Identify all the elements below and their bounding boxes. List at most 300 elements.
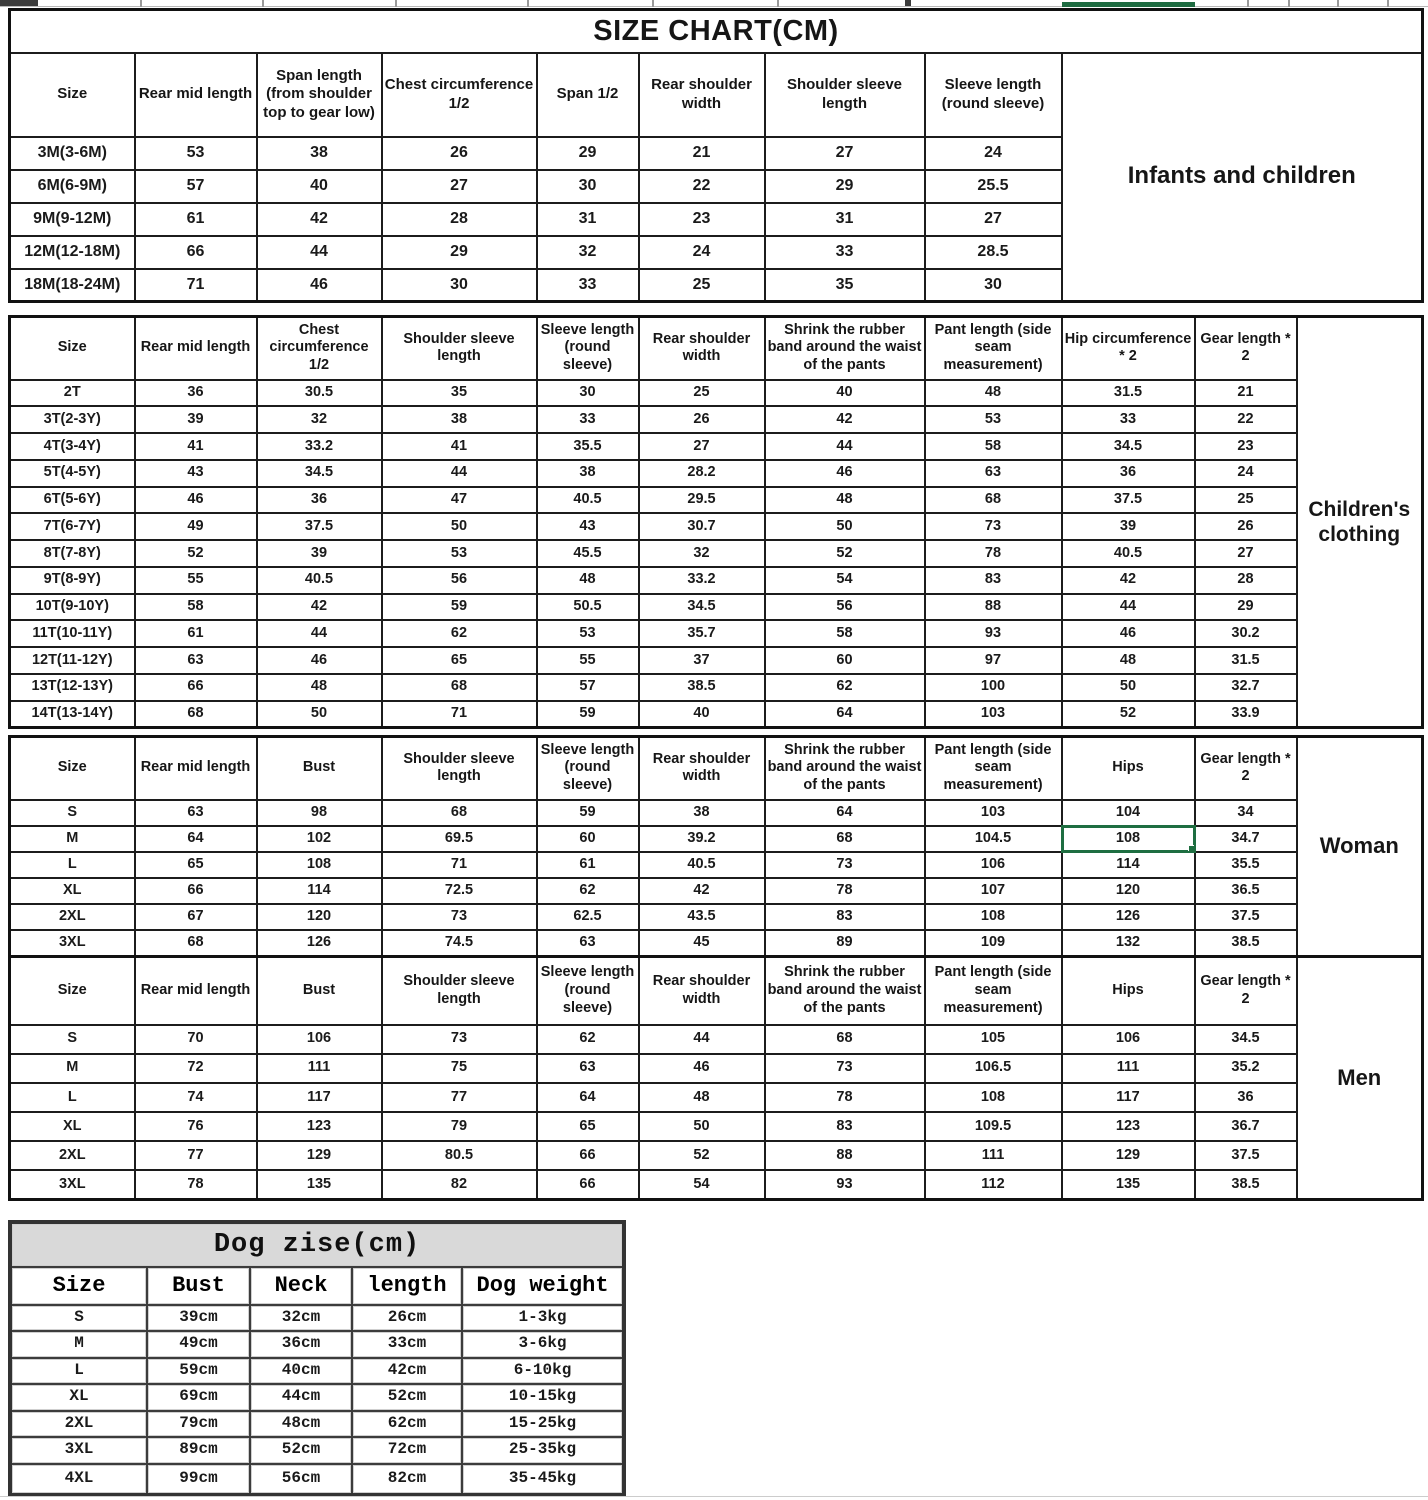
value-cell: 48 (537, 567, 639, 594)
value-cell: 68 (382, 674, 537, 701)
column-header: Bust (257, 957, 382, 1025)
value-cell: 40cm (250, 1358, 352, 1385)
value-cell: 29.5 (639, 487, 765, 514)
value-cell: 75 (382, 1054, 537, 1083)
value-cell: 78 (135, 1170, 257, 1199)
value-cell: 21 (639, 137, 765, 170)
gridline-tick (1288, 0, 1290, 7)
value-cell: 23 (639, 203, 765, 236)
value-cell: 25.5 (925, 170, 1062, 203)
value-cell: 111 (257, 1054, 382, 1083)
value-cell: 62 (537, 1025, 639, 1054)
value-cell: 73 (765, 852, 925, 878)
value-cell: 56 (382, 567, 537, 594)
table-row (10, 620, 1423, 647)
value-cell: 27 (765, 137, 925, 170)
value-cell: 66 (135, 674, 257, 701)
size-cell: 3XL (10, 930, 135, 956)
value-cell: 135 (1062, 1170, 1195, 1199)
size-cell: L (10, 1358, 147, 1385)
value-cell: 108 (257, 852, 382, 878)
table-row (10, 904, 1423, 930)
value-cell: 126 (1062, 904, 1195, 930)
gridline-tick (527, 0, 529, 7)
category-label: Children's clothing (1297, 317, 1423, 728)
table-row (10, 1411, 624, 1438)
size-cell: 8T(7-8Y) (10, 540, 135, 567)
value-cell: 25 (639, 380, 765, 407)
size-cell: 2XL (10, 904, 135, 930)
value-cell: 66 (135, 236, 257, 269)
value-cell: 65 (382, 647, 537, 674)
value-cell: 50 (1062, 674, 1195, 701)
size-cell: 14T(13-14Y) (10, 701, 135, 728)
gridline-tick (777, 0, 779, 7)
value-cell: 29 (1195, 594, 1297, 621)
column-header: Shoulder sleeve length (765, 53, 925, 137)
value-cell: 30 (537, 380, 639, 407)
value-cell: 27 (1195, 540, 1297, 567)
gridline-tick (0, 0, 38, 6)
value-cell: 57 (135, 170, 257, 203)
value-cell: 52cm (250, 1437, 352, 1464)
table-row (10, 513, 1423, 540)
value-cell: 33 (1062, 406, 1195, 433)
value-cell: 32 (257, 406, 382, 433)
value-cell: 48 (639, 1083, 765, 1112)
value-cell: 29 (537, 137, 639, 170)
value-cell: 68 (135, 701, 257, 728)
column-header: Shrink the rubber band around the waist of the pants (765, 957, 925, 1025)
table-row (10, 1112, 1423, 1141)
value-cell: 61 (537, 852, 639, 878)
column-header: Size (10, 957, 135, 1025)
value-cell: 104 (1062, 800, 1195, 826)
value-cell: 50 (639, 1112, 765, 1141)
value-cell: 49 (135, 513, 257, 540)
value-cell: 71 (135, 269, 257, 302)
value-cell: 108 (925, 904, 1062, 930)
value-cell: 35-45kg (462, 1464, 624, 1496)
table-row (10, 701, 1423, 728)
table-row (10, 826, 1423, 852)
value-cell: 44 (765, 433, 925, 460)
value-cell: 52 (135, 540, 257, 567)
value-cell: 89 (765, 930, 925, 956)
value-cell: 106 (925, 852, 1062, 878)
column-header: Span length (from shoulder top to gear low) (257, 53, 382, 137)
value-cell: 50 (382, 513, 537, 540)
value-cell: 33.2 (639, 567, 765, 594)
size-cell: L (10, 852, 135, 878)
column-header: Dog weight (462, 1267, 624, 1305)
table-row (10, 1358, 624, 1385)
value-cell: 33 (537, 406, 639, 433)
column-header: Rear shoulder width (639, 53, 765, 137)
value-cell: 28 (382, 203, 537, 236)
value-cell: 35.5 (537, 433, 639, 460)
value-cell: 117 (1062, 1083, 1195, 1112)
value-cell: 52cm (352, 1384, 462, 1411)
value-cell: 120 (257, 904, 382, 930)
value-cell: 73 (925, 513, 1062, 540)
table-row (10, 878, 1423, 904)
value-cell: 63 (925, 460, 1062, 487)
value-cell: 62.5 (537, 904, 639, 930)
value-cell: 59 (537, 800, 639, 826)
dog-table-title: Dog zise(cm) (10, 1222, 624, 1267)
value-cell: 46 (765, 460, 925, 487)
value-cell: 33cm (352, 1331, 462, 1358)
value-cell: 53 (925, 406, 1062, 433)
value-cell: 123 (1062, 1112, 1195, 1141)
value-cell: 36 (135, 380, 257, 407)
value-cell: 28.5 (925, 236, 1062, 269)
value-cell: 10-15kg (462, 1384, 624, 1411)
value-cell: 42 (639, 878, 765, 904)
value-cell: 6-10kg (462, 1358, 624, 1385)
size-cell: 11T(10-11Y) (10, 620, 135, 647)
value-cell: 44 (257, 236, 382, 269)
value-cell: 71 (382, 701, 537, 728)
value-cell: 63 (135, 647, 257, 674)
size-cell: 18M(18-24M) (10, 269, 135, 302)
value-cell: 114 (1062, 852, 1195, 878)
value-cell: 106 (1062, 1025, 1195, 1054)
value-cell: 48 (765, 487, 925, 514)
column-header: Rear shoulder width (639, 957, 765, 1025)
value-cell: 33.9 (1195, 701, 1297, 728)
value-cell: 1-3kg (462, 1305, 624, 1331)
value-cell: 78 (765, 878, 925, 904)
column-header: Size (10, 53, 135, 137)
value-cell: 77 (135, 1141, 257, 1170)
table-row (10, 433, 1423, 460)
value-cell: 34.7 (1195, 826, 1297, 852)
column-header: Chest circumference 1/2 (257, 317, 382, 380)
table-row (10, 1054, 1423, 1083)
value-cell: 48 (257, 674, 382, 701)
excel-gridline-strip (0, 0, 1428, 8)
value-cell: 40 (765, 380, 925, 407)
column-header: Size (10, 1267, 147, 1305)
column-header: length (352, 1267, 462, 1305)
column-header: Shrink the rubber band around the waist of the pants (765, 737, 925, 800)
column-header: Rear mid length (135, 317, 257, 380)
value-cell: 97 (925, 647, 1062, 674)
value-cell: 69cm (147, 1384, 250, 1411)
value-cell: 39 (135, 406, 257, 433)
value-cell: 35 (382, 380, 537, 407)
column-header: Rear mid length (135, 737, 257, 800)
table-row (10, 1170, 1423, 1199)
column-header: Shoulder sleeve length (382, 957, 537, 1025)
size-cell: 4XL (10, 1464, 147, 1496)
value-cell: 52 (765, 540, 925, 567)
value-cell: 44cm (250, 1384, 352, 1411)
table-row (10, 674, 1423, 701)
table-row (10, 930, 1423, 956)
value-cell: 104.5 (925, 826, 1062, 852)
value-cell: 55 (537, 647, 639, 674)
value-cell: 80.5 (382, 1141, 537, 1170)
value-cell: 25-35kg (462, 1437, 624, 1464)
value-cell: 32 (537, 236, 639, 269)
value-cell: 42cm (352, 1358, 462, 1385)
column-header: Bust (147, 1267, 250, 1305)
column-header: Shoulder sleeve length (382, 737, 537, 800)
value-cell: 56 (765, 594, 925, 621)
column-header: Bust (257, 737, 382, 800)
table-row (10, 594, 1423, 621)
size-cell: XL (10, 1112, 135, 1141)
value-cell: 22 (639, 170, 765, 203)
value-cell: 58 (135, 594, 257, 621)
value-cell: 105 (925, 1025, 1062, 1054)
size-cell: M (10, 1331, 147, 1358)
value-cell: 72cm (352, 1437, 462, 1464)
value-cell: 25 (1195, 487, 1297, 514)
value-cell: 120 (1062, 878, 1195, 904)
value-cell: 35.7 (639, 620, 765, 647)
value-cell: 40.5 (257, 567, 382, 594)
value-cell: 35.2 (1195, 1054, 1297, 1083)
value-cell: 112 (925, 1170, 1062, 1199)
value-cell: 52 (639, 1141, 765, 1170)
value-cell: 30 (537, 170, 639, 203)
column-header: Shrink the rubber band around the waist of the pants (765, 317, 925, 380)
value-cell: 42 (1062, 567, 1195, 594)
gridline-tick (140, 0, 142, 7)
woman-size-table (8, 735, 1424, 958)
value-cell: 29 (382, 236, 537, 269)
value-cell: 65 (537, 1112, 639, 1141)
value-cell: 83 (765, 1112, 925, 1141)
size-cell: S (10, 1305, 147, 1331)
value-cell: 82cm (352, 1464, 462, 1496)
value-cell: 34.5 (1195, 1025, 1297, 1054)
size-cell: 3T(2-3Y) (10, 406, 135, 433)
value-cell: 114 (257, 878, 382, 904)
value-cell: 30.2 (1195, 620, 1297, 647)
value-cell: 30 (382, 269, 537, 302)
value-cell: 39.2 (639, 826, 765, 852)
value-cell: 74 (135, 1083, 257, 1112)
gridline-tick (652, 0, 654, 7)
table-row (10, 1437, 624, 1464)
value-cell: 3-6kg (462, 1331, 624, 1358)
value-cell: 68 (765, 826, 925, 852)
column-header: Sleeve length (round sleeve) (537, 737, 639, 800)
category-label: Infants and children (1062, 53, 1423, 302)
value-cell: 38 (639, 800, 765, 826)
value-cell: 70 (135, 1025, 257, 1054)
gridline (0, 1496, 1428, 1497)
value-cell: 37.5 (1062, 487, 1195, 514)
table-row (10, 1384, 624, 1411)
value-cell: 28.2 (639, 460, 765, 487)
value-cell: 21 (1195, 380, 1297, 407)
table-row (10, 1464, 624, 1496)
value-cell: 46 (257, 269, 382, 302)
value-cell: 37.5 (1195, 1141, 1297, 1170)
value-cell: 31 (537, 203, 639, 236)
size-cell: M (10, 1054, 135, 1083)
value-cell: 77 (382, 1083, 537, 1112)
value-cell: 83 (765, 904, 925, 930)
value-cell: 78 (765, 1083, 925, 1112)
value-cell: 73 (765, 1054, 925, 1083)
column-header: Neck (250, 1267, 352, 1305)
value-cell: 15-25kg (462, 1411, 624, 1438)
table-row (10, 800, 1423, 826)
value-cell: 38.5 (1195, 930, 1297, 956)
value-cell: 64 (765, 800, 925, 826)
value-cell: 74.5 (382, 930, 537, 956)
value-cell: 44 (257, 620, 382, 647)
column-header: Gear length * 2 (1195, 317, 1297, 380)
value-cell: 32.7 (1195, 674, 1297, 701)
value-cell: 50 (257, 701, 382, 728)
size-cell: L (10, 1083, 135, 1112)
column-header: Sleeve length (round sleeve) (537, 957, 639, 1025)
column-header: Chest circumference 1/2 (382, 53, 537, 137)
value-cell: 63 (537, 1054, 639, 1083)
value-cell: 68 (135, 930, 257, 956)
value-cell: 22 (1195, 406, 1297, 433)
table-row (10, 380, 1423, 407)
value-cell: 36 (1195, 1083, 1297, 1112)
category-label: Men (1297, 957, 1423, 1200)
value-cell: 43 (537, 513, 639, 540)
value-cell: 63 (135, 800, 257, 826)
value-cell: 36.7 (1195, 1112, 1297, 1141)
value-cell: 57 (537, 674, 639, 701)
size-cell: 2T (10, 380, 135, 407)
value-cell: 63 (537, 930, 639, 956)
value-cell: 64 (765, 701, 925, 728)
value-cell: 46 (135, 487, 257, 514)
value-cell: 106 (257, 1025, 382, 1054)
value-cell: 31.5 (1195, 647, 1297, 674)
infants-size-table (8, 8, 1424, 303)
value-cell: 31.5 (1062, 380, 1195, 407)
size-cell: 7T(6-7Y) (10, 513, 135, 540)
value-cell: 36 (257, 487, 382, 514)
value-cell: 66 (537, 1141, 639, 1170)
value-cell: 50.5 (537, 594, 639, 621)
size-cell: 9M(9-12M) (10, 203, 135, 236)
value-cell: 62 (537, 878, 639, 904)
column-header: Rear mid length (135, 53, 257, 137)
value-cell: 99cm (147, 1464, 250, 1496)
value-cell: 123 (257, 1112, 382, 1141)
infants-table-title: SIZE CHART(CM) (10, 10, 1423, 53)
gridline-tick (905, 0, 911, 6)
value-cell: 54 (765, 567, 925, 594)
size-cell: 3XL (10, 1437, 147, 1464)
value-cell: 39cm (147, 1305, 250, 1331)
value-cell: 129 (1062, 1141, 1195, 1170)
value-cell: 28 (1195, 567, 1297, 594)
size-cell: 12T(11-12Y) (10, 647, 135, 674)
value-cell: 68 (925, 487, 1062, 514)
value-cell: 46 (1062, 620, 1195, 647)
value-cell: 71 (382, 852, 537, 878)
size-cell: XL (10, 1384, 147, 1411)
column-header: Pant length (side seam measurement) (925, 317, 1062, 380)
value-cell: 93 (765, 1170, 925, 1199)
value-cell: 58 (925, 433, 1062, 460)
table-row (10, 1083, 1423, 1112)
value-cell: 41 (382, 433, 537, 460)
table-row (10, 1331, 624, 1358)
value-cell: 65 (135, 852, 257, 878)
value-cell: 62 (765, 674, 925, 701)
size-cell: 4T(3-4Y) (10, 433, 135, 460)
value-cell: 31 (765, 203, 925, 236)
value-cell: 46 (257, 647, 382, 674)
value-cell: 26cm (352, 1305, 462, 1331)
value-cell: 72.5 (382, 878, 537, 904)
value-cell: 36 (1062, 460, 1195, 487)
value-cell: 30 (925, 269, 1062, 302)
column-header: Rear mid length (135, 957, 257, 1025)
value-cell: 38.5 (639, 674, 765, 701)
value-cell: 73 (382, 904, 537, 930)
value-cell: 33.2 (257, 433, 382, 460)
size-cell: 3M(3-6M) (10, 137, 135, 170)
value-cell: 48 (925, 380, 1062, 407)
value-cell: 100 (925, 674, 1062, 701)
gridline-tick (395, 0, 397, 7)
value-cell: 40 (257, 170, 382, 203)
value-cell: 41 (135, 433, 257, 460)
size-cell: XL (10, 878, 135, 904)
children-size-table (8, 315, 1424, 729)
value-cell: 33 (765, 236, 925, 269)
value-cell: 25 (639, 269, 765, 302)
value-cell: 37 (639, 647, 765, 674)
column-header: Hips (1062, 737, 1195, 800)
value-cell: 98 (257, 800, 382, 826)
value-cell: 45.5 (537, 540, 639, 567)
table-row (10, 1305, 624, 1331)
value-cell: 53 (382, 540, 537, 567)
value-cell: 44 (1062, 594, 1195, 621)
column-header: Span 1/2 (537, 53, 639, 137)
value-cell: 34 (1195, 800, 1297, 826)
value-cell: 34.5 (639, 594, 765, 621)
column-header: Size (10, 317, 135, 380)
table-row (10, 460, 1423, 487)
value-cell: 37.5 (1195, 904, 1297, 930)
value-cell: 59cm (147, 1358, 250, 1385)
table-row (10, 406, 1423, 433)
value-cell: 26 (639, 406, 765, 433)
value-cell: 44 (382, 460, 537, 487)
value-cell: 108 (1062, 826, 1195, 852)
column-header: Sleeve length (round sleeve) (925, 53, 1062, 137)
value-cell: 88 (765, 1141, 925, 1170)
value-cell: 111 (925, 1141, 1062, 1170)
value-cell: 35 (765, 269, 925, 302)
value-cell: 107 (925, 878, 1062, 904)
value-cell: 38 (382, 406, 537, 433)
value-cell: 43.5 (639, 904, 765, 930)
value-cell: 102 (257, 826, 382, 852)
table-row (10, 647, 1423, 674)
